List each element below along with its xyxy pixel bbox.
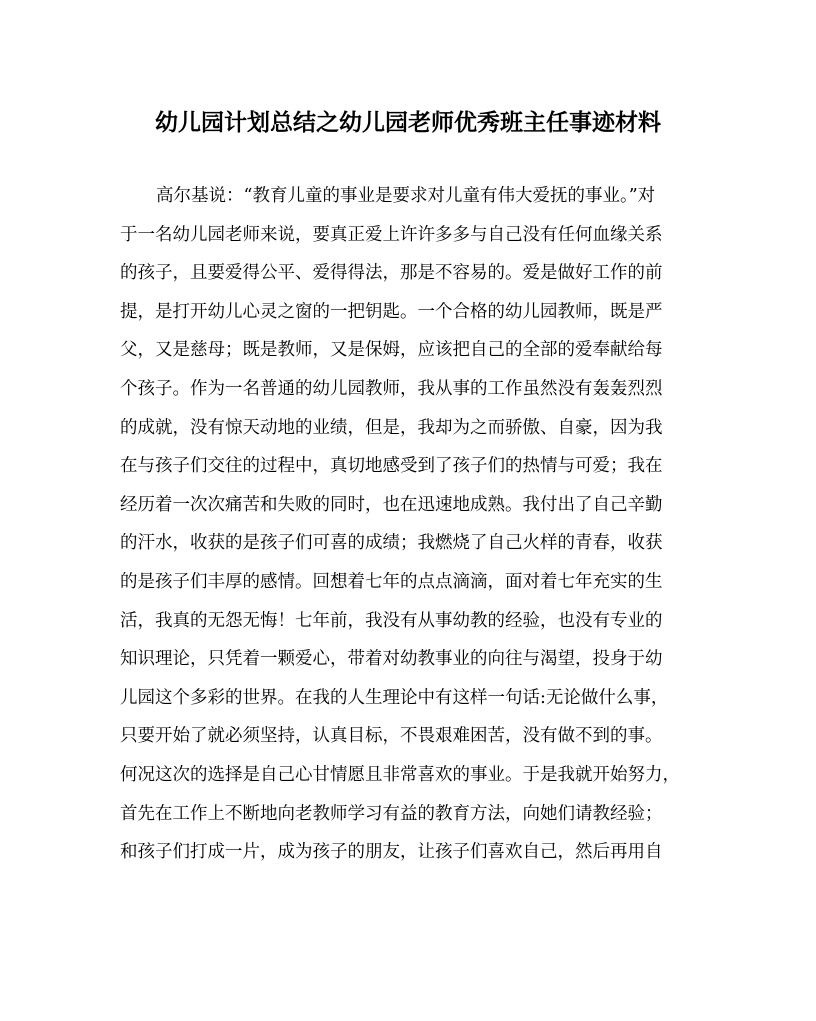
text-line: 于一名幼儿园老师来说，要真正爱上许许多多与自己没有任何血缘关系: [120, 224, 663, 245]
document-title: 幼儿园计划总结之幼儿园老师优秀班主任事迹材料: [155, 109, 661, 136]
text-line: 只要开始了就必须坚持，认真目标，不畏艰难困苦，没有做不到的事。: [120, 726, 663, 747]
text-line: 高尔基说：“教育儿童的事业是要求对儿童有伟大爱抚的事业。”对: [156, 186, 656, 206]
text-line: 知识理论，只凭着一颗爱心，带着对幼教事业的向往与渴望，投身于幼: [120, 649, 663, 670]
text-line: 在与孩子们交往的过程中，真切地感受到了孩子们的热情与可爱；我在: [120, 456, 663, 477]
document-body: [120, 177, 695, 872]
text-line: 活，我真的无怨无悔！七年前，我没有从事幼教的经验，也没有专业的: [120, 610, 663, 631]
text-line: 首先在工作上不断地向老教师学习有益的教育方法，向她们请教经验；: [120, 803, 663, 824]
text-line: 提，是打开幼儿心灵之窗的一把钥匙。一个合格的幼儿园教师，既是严: [120, 301, 663, 322]
text-line: 经历着一次次痛苦和失败的同时，也在迅速地成熟。我付出了自己辛勤: [120, 494, 663, 515]
text-line: 和孩子们打成一片，成为孩子的朋友，让孩子们喜欢自己，然后再用自: [120, 842, 663, 863]
text-line: 个孩子。作为一名普通的幼儿园教师，我从事的工作虽然没有轰轰烈烈: [120, 378, 663, 399]
text-line: 的成就，没有惊天动地的业绩，但是，我却为之而骄傲、自豪，因为我: [120, 417, 663, 438]
text-line: 的汗水，收获的是孩子们可喜的成绩；我燃烧了自己火样的青春，收获: [120, 533, 663, 554]
text-line: 的孩子，且要爱得公平、爱得得法，那是不容易的。爱是做好工作的前: [120, 263, 663, 284]
text-line: 的是孩子们丰厚的感情。回想着七年的点点滴滴，面对着七年充实的生: [120, 571, 663, 592]
text-line: 儿园这个多彩的世界。在我的人生理论中有这样一句话:无论做什么事，: [120, 687, 669, 708]
text-line: 何况这次的选择是自己心甘情愿且非常喜欢的事业。于是我就开始努力，: [120, 764, 680, 785]
text-line: 父，又是慈母；既是教师，又是保姆，应该把自己的全部的爱奉献给每: [120, 340, 663, 361]
